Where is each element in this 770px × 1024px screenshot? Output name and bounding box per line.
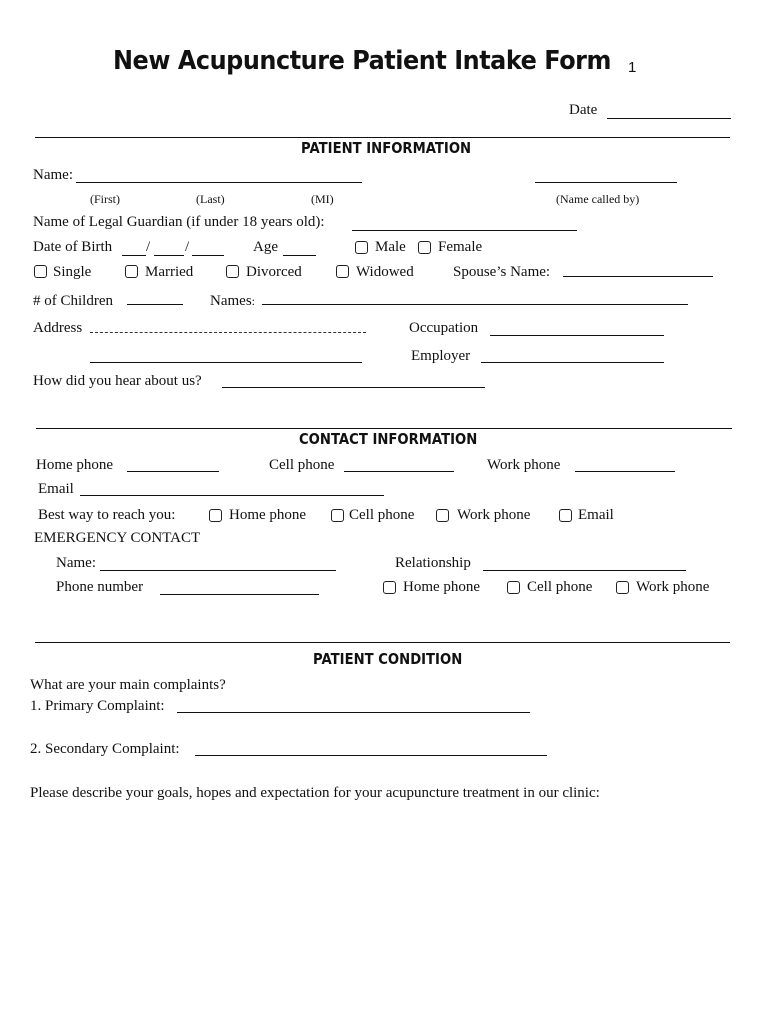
work-phone-label: Work phone [487,457,561,473]
dob-month-field[interactable] [122,255,146,256]
male-label: Male [375,239,406,255]
single-label: Single [53,264,92,280]
dob-slash: / [185,239,190,255]
dob-year-field[interactable] [192,255,224,256]
names-label-text: Names [210,293,252,309]
married-checkbox[interactable] [125,265,138,278]
name-field[interactable] [76,182,362,183]
home-phone-field[interactable] [127,471,219,472]
primary-complaint-label: 1. Primary Complaint: [30,698,165,714]
divorced-label: Divorced [246,264,302,280]
divorced-checkbox[interactable] [226,265,239,278]
ec-cell-phone-checkbox[interactable] [507,581,520,594]
address-label: Address [33,320,83,336]
hear-label: How did you hear about us? [33,373,202,389]
male-checkbox[interactable] [355,241,368,254]
occupation-field[interactable] [490,335,664,336]
ec-home-phone-checkbox[interactable] [383,581,396,594]
spouse-label: Spouse’s Name: [453,264,551,280]
cell-phone-field[interactable] [344,471,454,472]
contact-info-heading: CONTACT INFORMATION [299,430,478,448]
widowed-label: Widowed [356,264,414,280]
single-checkbox[interactable] [34,265,47,278]
date-label: Date [569,102,598,118]
guardian-field[interactable] [352,230,577,231]
mi-sublabel: (MI) [311,192,334,206]
dob-day-field[interactable] [154,255,184,256]
ec-work-phone-label: Work phone [636,579,710,595]
best-email-label: Email [578,507,614,523]
employer-field[interactable] [481,362,664,363]
patient-info-heading: PATIENT INFORMATION [301,139,472,157]
spouse-field[interactable] [563,276,713,277]
email-label: Email [38,481,74,497]
dob-label: Date of Birth [33,239,113,255]
best-cell-phone-checkbox[interactable] [331,509,344,522]
name-called-by-field[interactable] [535,182,677,183]
name-called-by-sublabel: (Name called by) [556,192,640,206]
ec-work-phone-checkbox[interactable] [616,581,629,594]
best-email-checkbox[interactable] [559,509,572,522]
children-field[interactable] [127,304,183,305]
age-field[interactable] [283,255,316,256]
dob-slash: / [146,239,151,255]
form-title: New Acupuncture Patient Intake Form [113,46,611,76]
best-home-phone-checkbox[interactable] [209,509,222,522]
main-complaints-question: What are your main complaints? [30,677,226,693]
name-label: Name: [33,167,73,183]
date-field[interactable] [607,118,731,119]
occupation-label: Occupation [409,320,479,336]
emergency-contact-heading: EMERGENCY CONTACT [34,530,201,546]
page-number: 1 [628,59,637,76]
relationship-label: Relationship [395,555,471,571]
address-line-2[interactable] [90,362,362,363]
female-label: Female [438,239,483,255]
best-home-phone-label: Home phone [229,507,307,523]
cell-phone-label: Cell phone [269,457,335,473]
primary-complaint-field[interactable] [177,712,530,713]
ec-cell-phone-label: Cell phone [527,579,593,595]
goals-label: Please describe your goals, hopes and expectation for your acupuncture treatment in our clinic: [30,785,600,801]
ec-name-field[interactable] [100,570,336,571]
first-sublabel: (First) [90,192,120,206]
divider [35,642,730,643]
hear-field[interactable] [222,387,485,388]
work-phone-field[interactable] [575,471,675,472]
names-label: Names: [210,293,255,309]
address-line-1[interactable] [90,332,366,333]
best-work-phone-label: Work phone [457,507,531,523]
phone-number-label: Phone number [56,579,144,595]
children-label: # of Children [33,293,113,309]
secondary-complaint-label: 2. Secondary Complaint: [30,741,180,757]
divider [36,428,732,429]
ec-home-phone-label: Home phone [403,579,481,595]
email-field[interactable] [80,495,384,496]
last-sublabel: (Last) [196,192,225,206]
widowed-checkbox[interactable] [336,265,349,278]
divider [35,137,730,138]
married-label: Married [145,264,194,280]
ec-phone-field[interactable] [160,594,319,595]
home-phone-label: Home phone [36,457,114,473]
patient-condition-heading: PATIENT CONDITION [313,650,463,668]
names-field[interactable] [262,304,688,305]
female-checkbox[interactable] [418,241,431,254]
employer-label: Employer [411,348,471,364]
best-cell-phone-label: Cell phone [349,507,415,523]
secondary-complaint-field[interactable] [195,755,547,756]
age-label: Age [253,239,278,255]
best-work-phone-checkbox[interactable] [436,509,449,522]
ec-name-label: Name: [56,555,96,571]
guardian-label: Name of Legal Guardian (if under 18 years old): [33,214,325,230]
best-way-label: Best way to reach you: [38,507,176,523]
relationship-field[interactable] [483,570,686,571]
